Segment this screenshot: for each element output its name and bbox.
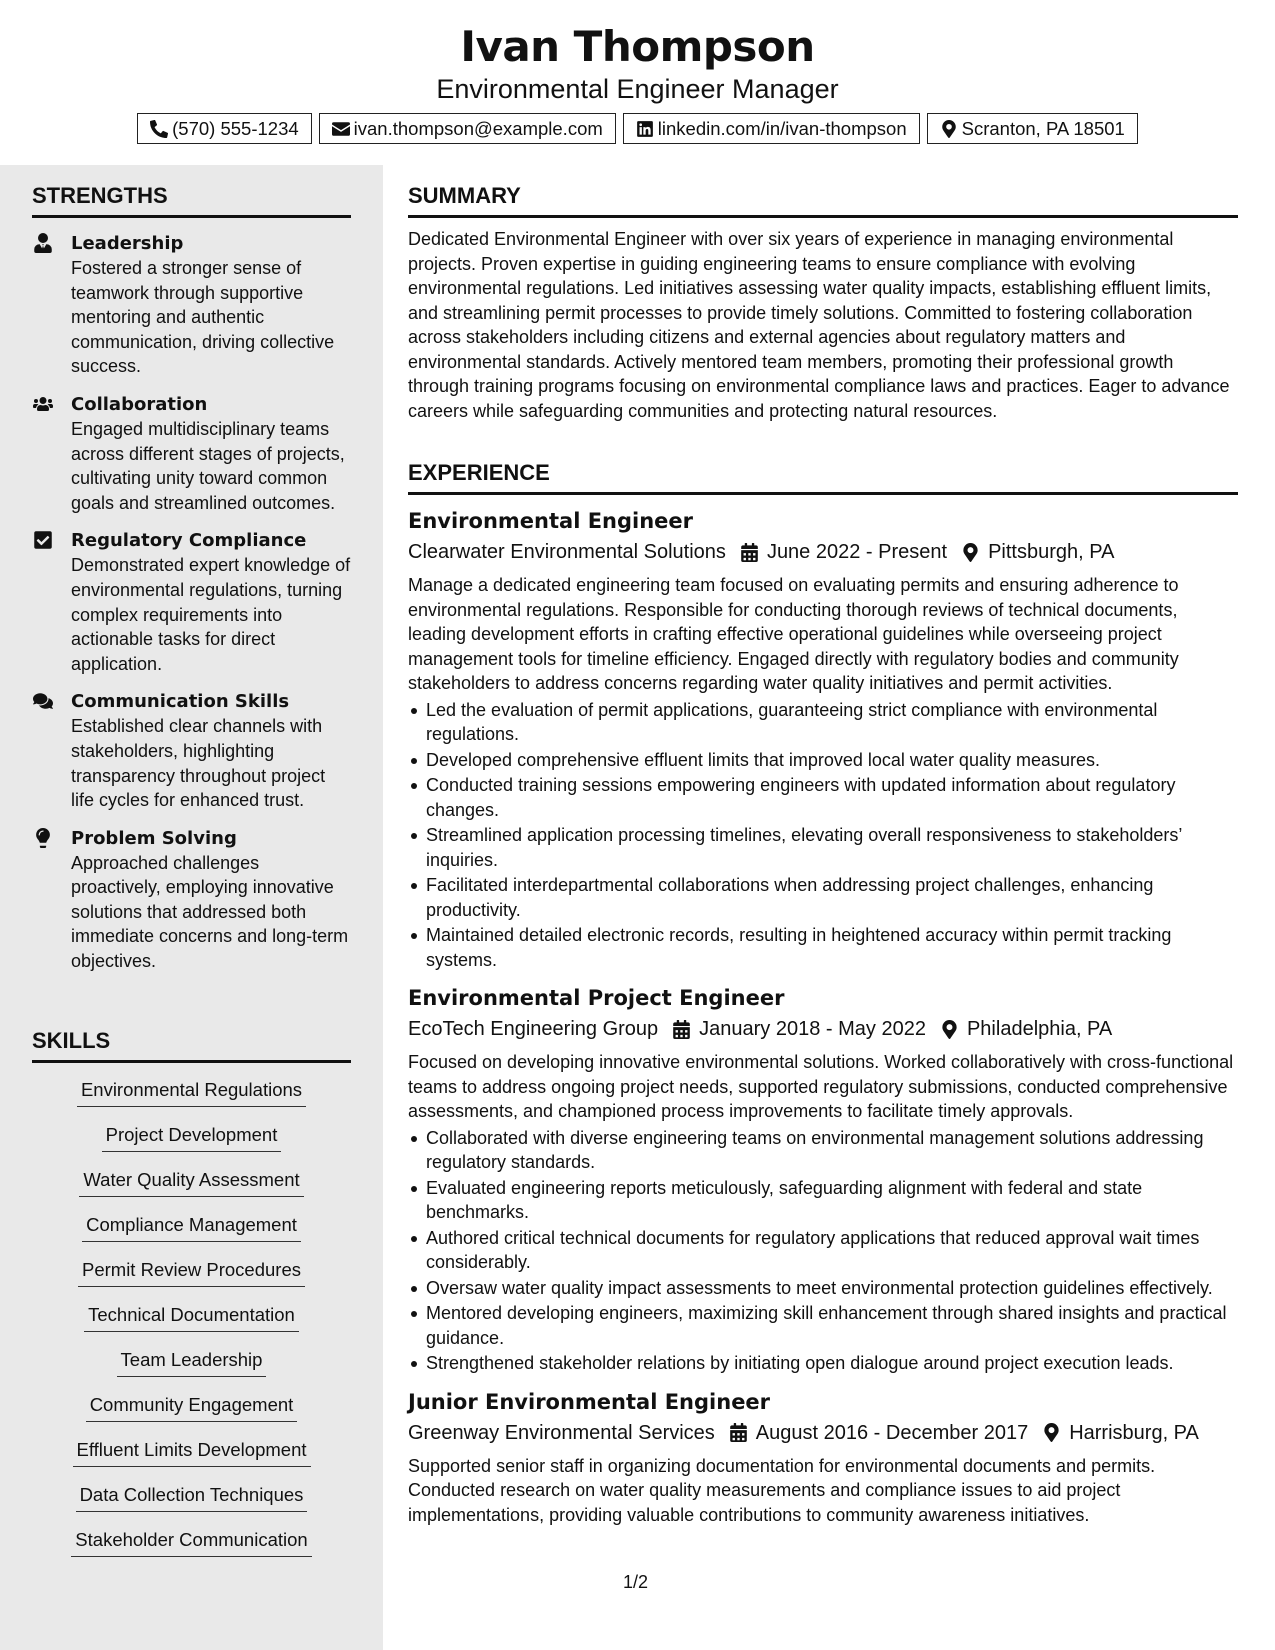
experience-heading: EXPERIENCE [408,460,1238,495]
email-text: ivan.thompson@example.com [353,117,603,139]
list-item: Oversaw water quality impact assessments to meet environmental protection guidelines effectively. [408,1276,1238,1301]
strength-title: Regulatory Compliance [71,530,307,552]
map-marker-icon [961,543,980,562]
comments-icon [33,691,53,711]
phone-icon [150,120,168,138]
list-item: Led the evaluation of permit applications, guaranteeing strict compliance with environmental regulations. [408,698,1238,747]
list-item: Facilitated interdepartmental collaborations when addressing project challenges, enhancing productivity. [408,873,1238,922]
job-title: Environmental Project Engineer [408,986,785,1010]
map-marker-icon [940,120,958,138]
skill-tag: Compliance Management [82,1212,301,1242]
list-item: Strengthened stakeholder relations by initiating open dialogue around project execution leads. [408,1351,1238,1376]
strength-item [32,690,351,812]
summary-section [408,183,1238,423]
job-meta [408,1418,1238,1448]
job-title: Junior Environmental Engineer [408,1389,771,1414]
list-item: Streamlined application processing timelines, elevating overall responsiveness to stakeholders’ inquiries. [408,823,1238,872]
job-meta [408,1014,1238,1044]
check-square-icon [33,530,53,550]
strength-item [32,529,351,676]
experience-section [408,460,1238,1527]
list-item: Mentored developing engineers, maximizing skill enhancement through shared insights and practical guidance. [408,1301,1238,1350]
strength-desc: Approached challenges proactively, employing innovative solutions that addressed both immediate concerns and long-term objectives. [71,852,349,972]
job-dates: January 2018 - May 2022 [699,1018,926,1040]
skill-tag: Project Development [102,1122,282,1152]
job-entry [408,984,1238,1376]
skills-section [32,1028,351,1572]
candidate-name: Ivan Thompson [460,22,815,71]
job-bullets [408,698,1238,973]
main-content [383,165,1275,1650]
skills-heading: SKILLS [32,1028,351,1063]
user-tie-icon [33,233,53,253]
job-dates: August 2016 - December 2017 [755,1421,1029,1444]
contact-phone[interactable] [137,113,312,144]
phone-text: (570) 555-1234 [172,117,299,139]
job-entry [408,507,1238,972]
sidebar [0,165,383,1650]
job-dates: June 2022 - Present [766,541,948,563]
contact-email[interactable] [319,113,616,144]
job-entry [408,1388,1238,1528]
job-bullets [408,1126,1238,1376]
contact-location[interactable] [927,113,1138,144]
map-marker-icon [1042,1423,1061,1442]
skill-tag: Permit Review Procedures [78,1257,305,1287]
strength-item [32,232,351,379]
strength-title: Leadership [71,233,184,254]
skill-tag: Stakeholder Communication [71,1527,311,1557]
strength-title: Collaboration [71,393,208,415]
list-item: Evaluated engineering reports meticulously, safeguarding alignment with federal and state benchmarks. [408,1176,1238,1225]
calendar-icon [672,1020,691,1039]
skill-tag: Team Leadership [117,1347,267,1377]
envelope-icon [332,120,350,138]
contact-bar [0,113,1275,144]
job-company: Greenway Environmental Services [408,1421,715,1444]
summary-text: Dedicated Environmental Engineer with over six years of experience in managing environmental projects. Proven expertise in guiding engineering teams to ensure compliance with evolving environmental regulations. Led initiatives assessing water quality impacts, establishing effluent limits, and streamlining permit processes to provide timely solutions. Committed to fostering collaboration across stakeholders including citizens and external agencies about regulatory matters and environmental standards. Actively mentored team members, promoting their professional growth through training programs focusing on environmental compliance laws and practices. Eager to advance careers while safeguarding communities and protecting natural resources. [408,229,1230,421]
page-number: 1/2 [623,1572,649,1592]
strength-desc: Established clear channels with stakeholders, highlighting transparency throughout project life cycles for enhanced trust. [71,716,326,811]
strength-desc: Demonstrated expert knowledge of environmental regulations, turning complex requirements into actionable tasks for direct application. [71,555,351,674]
strength-item [32,827,351,974]
linkedin-text: linkedin.com/in/ivan-thompson [657,117,907,139]
list-item: Developed comprehensive effluent limits that improved local water quality measures. [408,748,1238,773]
job-description: Supported senior staff in organizing documentation for environmental documents and permits. Conducted research on water quality measurements and compliance issues to aid project implementations, providing valuable contributions to community awareness initiatives. [408,1455,1156,1525]
linkedin-icon [636,120,654,138]
strength-title: Communication Skills [71,691,290,713]
strengths-section [32,183,351,974]
summary-heading: SUMMARY [408,183,1238,218]
list-item: Maintained detailed electronic records, resulting in heightened accuracy within permit tracking systems. [408,923,1238,972]
map-marker-icon [940,1020,959,1039]
list-item: Collaborated with diverse engineering teams on environmental management solutions addressing regulatory standards. [408,1126,1238,1175]
job-location: Philadelphia, PA [966,1018,1113,1040]
users-icon [33,394,53,414]
skill-tag: Environmental Regulations [77,1077,306,1107]
job-location: Harrisburg, PA [1069,1421,1199,1444]
strength-title: Problem Solving [71,827,237,849]
calendar-icon [740,543,759,562]
skill-tag: Community Engagement [86,1392,298,1422]
job-meta [408,537,1238,567]
strength-desc: Engaged multidisciplinary teams across different stages of projects, cultivating unity toward common goals and streamlined outcomes. [71,418,345,513]
list-item: Conducted training sessions empowering engineers with updated information about regulatory changes. [408,773,1238,822]
job-company: EcoTech Engineering Group [408,1018,659,1040]
skill-tag: Effluent Limits Development [73,1437,311,1467]
strength-desc: Fostered a stronger sense of teamwork through supportive mentoring and authentic communication, driving collective success. [71,258,335,377]
skill-tag: Water Quality Assessment [79,1167,303,1197]
strength-item [32,393,351,515]
job-description: Focused on developing innovative environmental solutions. Worked collaboratively with cross-functional teams to address ongoing project needs, supported regulatory submissions, conducted comprehensive assessments, and championed process improvements to facilitate timely approvals. [408,1052,1234,1121]
job-title: Environmental Engineer [408,509,694,533]
job-company: Clearwater Environmental Solutions [408,541,726,563]
job-location: Pittsburgh, PA [988,541,1115,563]
skill-tag: Technical Documentation [84,1302,299,1332]
contact-linkedin[interactable] [623,113,920,144]
resume-header [0,0,1275,165]
lightbulb-icon [33,828,53,848]
job-description: Manage a dedicated engineering team focused on evaluating permits and ensuring adherence to environmental regulations. Responsible for conducting thorough reviews of technical documents, leading development efforts in crafting effective operational guidelines while overseeing project management tools for timeline efficiency. Engaged directly with regulatory bodies and community stakeholders to address concerns regarding water quality initiatives and permit activities. [408,575,1179,693]
skill-tag: Data Collection Techniques [76,1482,308,1512]
candidate-title: Environmental Engineer Manager [436,74,839,104]
strengths-heading: STRENGTHS [32,183,351,218]
list-item: Authored critical technical documents for regulatory applications that reduced approval wait times considerably. [408,1226,1238,1275]
skills-list [32,1077,351,1572]
calendar-icon [729,1423,748,1442]
location-text: Scranton, PA 18501 [961,117,1125,139]
